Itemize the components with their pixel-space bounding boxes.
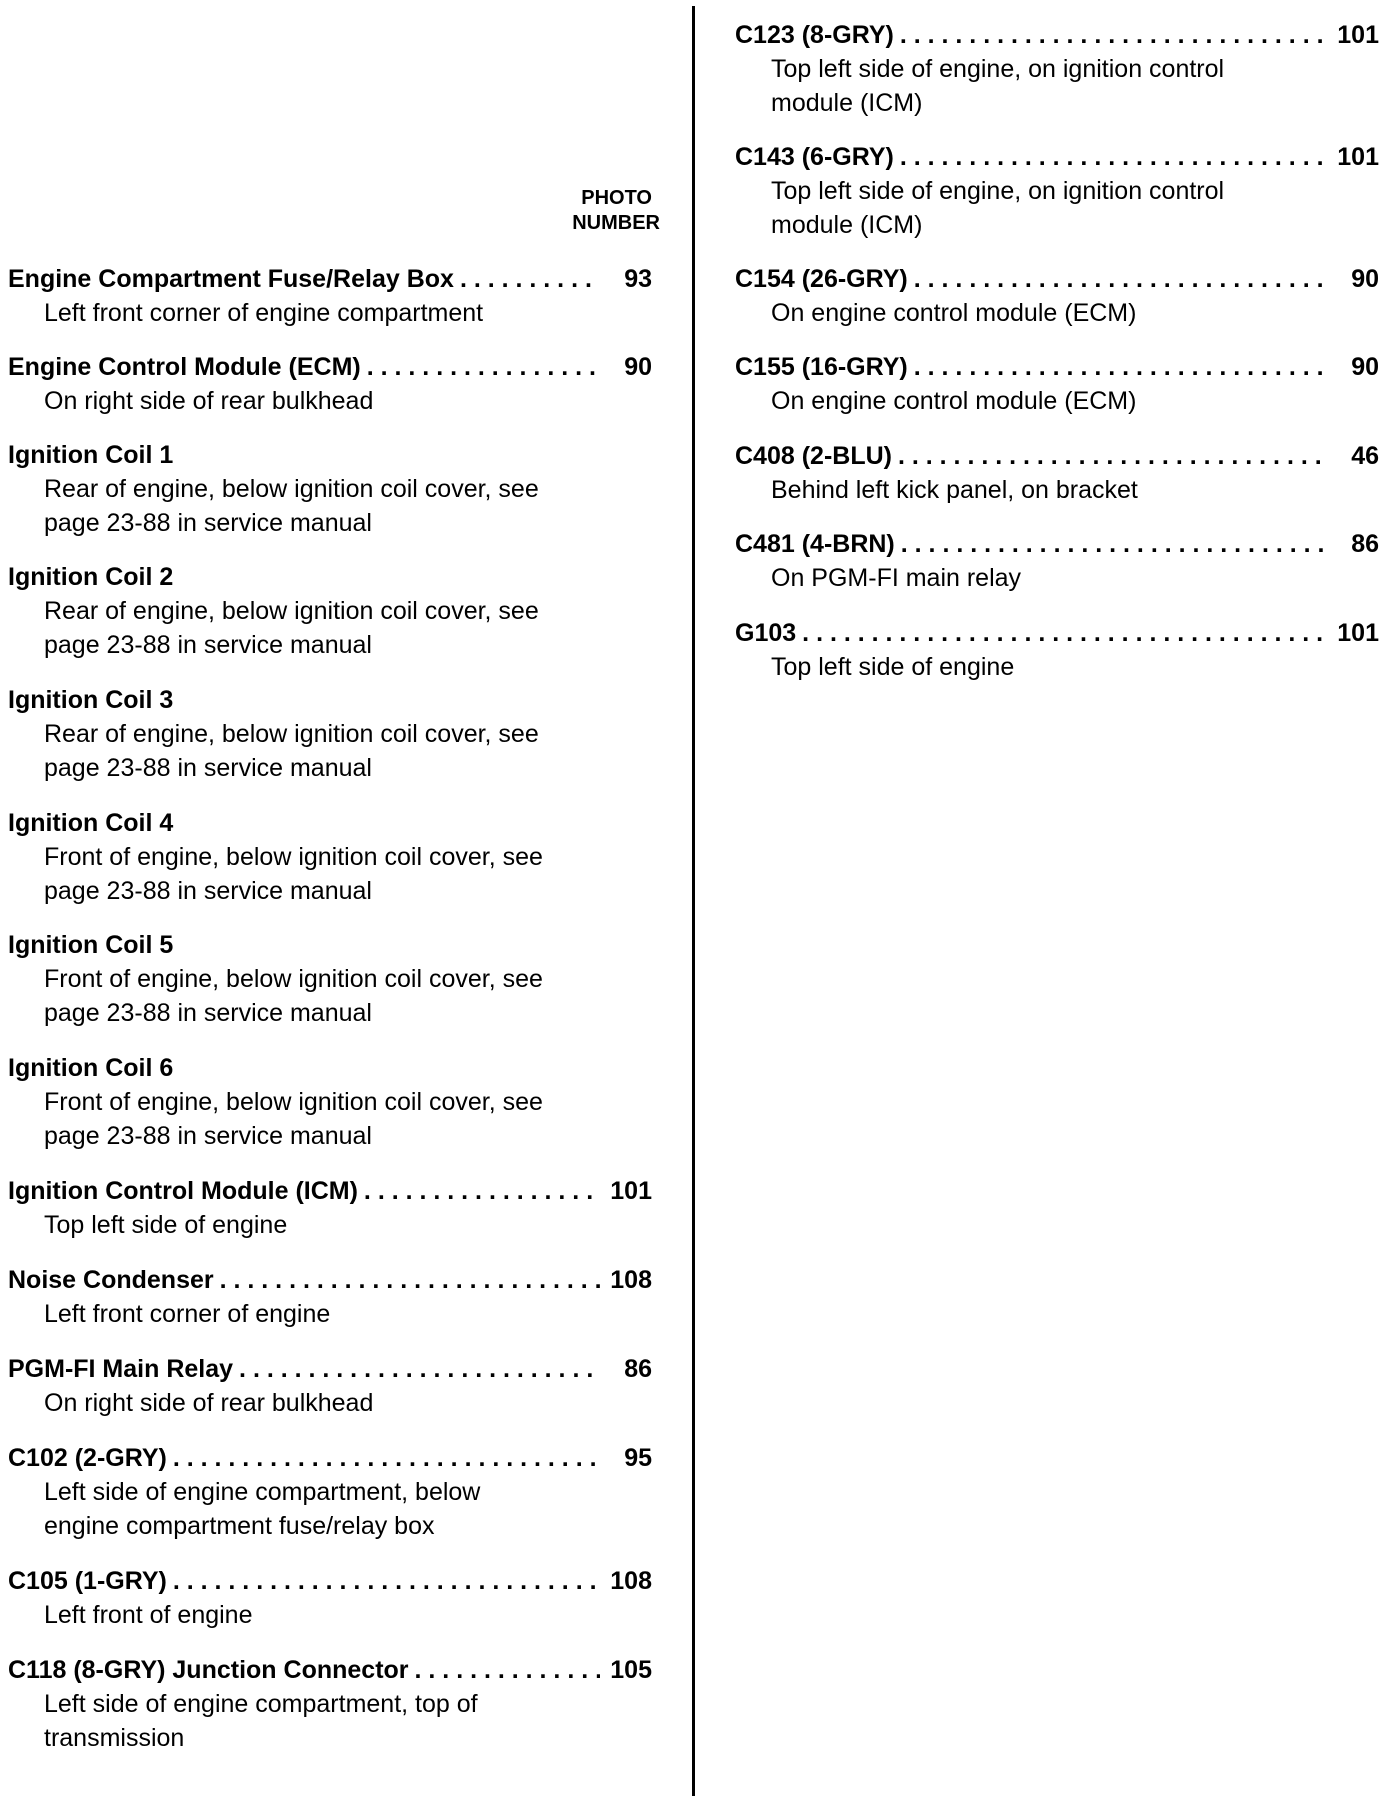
column-divider [692,6,695,1796]
component-entry [735,262,1379,330]
component-name: C118 (8-GRY) Junction Connector [8,1656,409,1684]
location-description: page 23-88 in service manual [44,631,372,659]
location-description: Left side of engine compartment, top of [44,1690,478,1718]
photo-number: 46 [1351,442,1379,470]
photo-number: 101 [610,1177,652,1205]
entry-heading [735,616,1379,650]
component-entry [735,350,1379,418]
location-description: page 23-88 in service manual [44,1122,372,1150]
component-entry [8,1263,652,1331]
entry-heading [8,1441,652,1475]
location-description: Top left side of engine [44,1211,288,1239]
location-description: On right side of rear bulkhead [44,387,374,415]
location-description: Left front corner of engine [44,1300,331,1328]
location-description: Top left side of engine, on ignition control [771,55,1225,83]
component-entry [8,1174,652,1242]
dot-leader [364,1174,600,1208]
component-name: PGM-FI Main Relay [8,1355,234,1383]
photo-number: 101 [1337,21,1379,49]
photo-number: 90 [1351,265,1379,293]
number-header-label: NUMBER [572,212,660,234]
photo-number: 86 [1351,530,1379,558]
photo-number: 101 [1337,619,1379,647]
location-description: Left side of engine compartment, below [44,1478,481,1506]
location-description: On engine control module (ECM) [771,387,1137,415]
component-name: Ignition Coil 6 [8,1054,174,1082]
location-description: Left front of engine [44,1601,253,1629]
component-name: Ignition Coil 4 [8,809,174,837]
entry-heading [8,1564,652,1598]
component-name: G103 [735,619,797,647]
component-name: Ignition Coil 5 [8,931,174,959]
dot-leader [900,18,1327,52]
photo-number: 86 [624,1355,652,1383]
component-name: C105 (1-GRY) [8,1567,167,1595]
component-entry [8,683,652,785]
photo-number: 90 [1351,353,1379,381]
component-name: C154 (26-GRY) [735,265,908,293]
component-name: C102 (2-GRY) [8,1444,167,1472]
entry-heading [8,928,652,962]
component-name: C408 (2-BLU) [735,442,892,470]
location-description: Front of engine, below ignition coil cover, see [44,1088,543,1116]
component-entry [735,140,1379,242]
component-name: Engine Control Module (ECM) [8,353,361,381]
entry-heading [8,683,652,717]
component-name: Engine Compartment Fuse/Relay Box [8,265,454,293]
component-name: C155 (16-GRY) [735,353,908,381]
dot-leader [802,616,1327,650]
photo-number: 95 [624,1444,652,1472]
location-description: Top left side of engine, on ignition control [771,177,1225,205]
component-entry [8,1051,652,1153]
location-description: Front of engine, below ignition coil cover, see [44,843,543,871]
photo-header-label: PHOTO [581,187,652,209]
dot-leader [173,1441,600,1475]
component-name: C143 (6-GRY) [735,143,894,171]
location-description: Top left side of engine [771,653,1015,681]
photo-number: 93 [624,265,652,293]
location-description: On PGM-FI main relay [771,564,1022,592]
entry-heading [735,262,1379,296]
component-name: Ignition Coil 3 [8,686,174,714]
location-description: Rear of engine, below ignition coil cover, see [44,720,539,748]
dot-leader [900,140,1327,174]
location-description: Left front corner of engine compartment [44,299,484,327]
entry-heading [8,1263,652,1297]
entry-heading [735,527,1379,561]
dot-leader [914,350,1327,384]
dot-leader [415,1653,600,1687]
dot-leader [239,1352,600,1386]
location-description: Rear of engine, below ignition coil cover, see [44,597,539,625]
entry-heading [735,439,1379,473]
component-entry [735,527,1379,595]
component-entry [8,806,652,908]
location-description: On right side of rear bulkhead [44,1389,374,1417]
dot-leader [173,1564,600,1598]
dot-leader [367,350,600,384]
location-description: Rear of engine, below ignition coil cover, see [44,475,539,503]
component-entry [735,18,1379,120]
component-entry [735,616,1379,684]
photo-number-header [8,186,660,236]
component-entry [8,1441,652,1543]
photo-number: 108 [610,1567,652,1595]
entry-heading [8,262,652,296]
component-entry [8,262,652,330]
entry-heading [735,18,1379,52]
photo-number: 101 [1337,143,1379,171]
location-description: page 23-88 in service manual [44,999,372,1027]
location-description: module (ICM) [771,89,923,117]
dot-leader [220,1263,600,1297]
entry-heading [8,806,652,840]
component-name: C481 (4-BRN) [735,530,895,558]
component-entry [8,1352,652,1420]
entry-heading [8,1653,652,1687]
component-entry [8,1564,652,1632]
entry-heading [8,1051,652,1085]
component-name: Ignition Coil 1 [8,441,174,469]
entry-heading [8,560,652,594]
entry-heading [735,140,1379,174]
dot-leader [898,439,1327,473]
location-description: transmission [44,1724,185,1752]
dot-leader [914,262,1327,296]
component-entry [735,439,1379,507]
component-name: Ignition Coil 2 [8,563,174,591]
location-description: module (ICM) [771,211,923,239]
location-description: On engine control module (ECM) [771,299,1137,327]
component-entry [8,438,652,540]
location-description: Behind left kick panel, on bracket [771,476,1138,504]
component-name: C123 (8-GRY) [735,21,894,49]
dot-leader [460,262,600,296]
photo-number: 108 [610,1266,652,1294]
photo-number: 105 [610,1656,652,1684]
component-entry [8,350,652,418]
dot-leader [901,527,1327,561]
photo-number: 90 [624,353,652,381]
entry-heading [8,1174,652,1208]
component-name: Ignition Control Module (ICM) [8,1177,358,1205]
entry-heading [8,350,652,384]
component-entry [8,1653,652,1755]
location-description: page 23-88 in service manual [44,509,372,537]
component-entry [8,560,652,662]
location-description: page 23-88 in service manual [44,754,372,782]
entry-heading [8,1352,652,1386]
location-description: Front of engine, below ignition coil cover, see [44,965,543,993]
location-description: page 23-88 in service manual [44,877,372,905]
entry-heading [8,438,652,472]
component-name: Noise Condenser [8,1266,214,1294]
location-description: engine compartment fuse/relay box [44,1512,435,1540]
component-entry [8,928,652,1030]
entry-heading [735,350,1379,384]
